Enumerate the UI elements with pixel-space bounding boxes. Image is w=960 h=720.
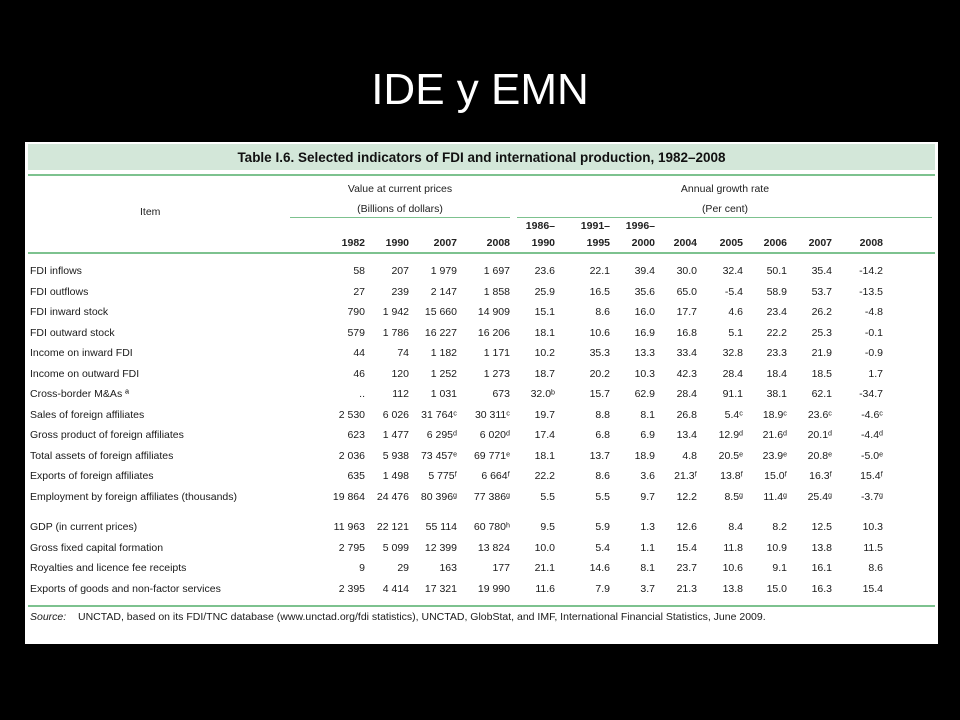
row-cell: 27: [353, 285, 365, 298]
row-cell: 5.5: [540, 490, 555, 503]
row-cell: -0.1: [864, 326, 883, 339]
column-header-year: 2008: [859, 237, 883, 249]
row-cell: 17 321: [424, 582, 457, 595]
column-header-period-start: 1991–: [580, 220, 610, 232]
row-cell: 5.4: [595, 541, 610, 554]
row-cell: 44: [353, 347, 365, 359]
row-cell: 1 498: [382, 470, 409, 482]
growth-group-unit: (Per cent): [701, 203, 749, 215]
column-header-year: 2005: [719, 237, 743, 249]
row-cell: 18.9ᶜ: [762, 408, 787, 421]
table-row: [25, 560, 938, 580]
row-cell: 20.5ᵉ: [718, 449, 743, 462]
row-cell: 9: [359, 562, 365, 574]
row-label: FDI outward stock: [30, 326, 115, 339]
row-cell: 15 660: [424, 306, 457, 318]
column-header-year: 1990: [385, 237, 409, 249]
row-label: Exports of foreign affiliates: [30, 470, 154, 482]
row-cell: 24 476: [376, 490, 409, 503]
row-cell: 22 121: [376, 521, 409, 533]
row-cell: -5.4: [724, 285, 743, 298]
row-cell: 16.5: [589, 285, 610, 298]
row-cell: 28.4: [722, 367, 743, 380]
row-cell: 6 026: [382, 408, 409, 421]
row-cell: 19 990: [477, 582, 510, 595]
row-cell: 33.4: [676, 347, 697, 359]
row-cell: 30 311ᶜ: [474, 408, 510, 421]
row-cell: 46: [353, 367, 365, 380]
row-cell: 12.2: [676, 490, 697, 503]
row-cell: 22.2: [534, 470, 555, 482]
row-cell: 14 909: [477, 306, 510, 318]
row-cell: 16 227: [424, 326, 457, 339]
column-header-period-start: 1986–: [525, 220, 555, 232]
header-rule-top: [28, 174, 935, 176]
row-cell: 35.4: [811, 265, 832, 277]
row-cell: 1 252: [430, 367, 457, 380]
row-cell: 15.7: [589, 388, 610, 400]
row-cell: -4.6ᶜ: [861, 408, 883, 421]
row-cell: 26.8: [676, 408, 697, 421]
row-cell: 12.9ᵈ: [718, 429, 743, 441]
row-cell: 673: [492, 388, 510, 400]
row-cell: 65.0: [676, 285, 697, 298]
row-cell: 18.9: [634, 449, 655, 462]
row-cell: 13.8ᶠ: [720, 470, 743, 482]
row-cell: 13.8: [811, 541, 832, 554]
column-header-year: 2004: [673, 237, 697, 249]
row-cell: 5 775ᶠ: [428, 470, 457, 482]
row-cell: -4.4ᵈ: [860, 429, 883, 441]
table-row: [25, 468, 938, 488]
row-label: Sales of foreign affiliates: [30, 408, 145, 421]
row-cell: -14.2: [859, 265, 883, 277]
row-cell: 21.3ᶠ: [674, 470, 697, 482]
column-header-period-end: 1995: [586, 237, 610, 249]
table-row: [25, 345, 938, 365]
row-cell: 13 824: [477, 541, 510, 554]
row-cell: 3.6: [640, 470, 655, 482]
row-cell: 9.5: [540, 521, 555, 533]
row-cell: 20.2: [589, 367, 610, 380]
column-header-period-start: 1996–: [625, 220, 655, 232]
row-cell: -4.8: [864, 306, 883, 318]
row-cell: 22.1: [589, 265, 610, 277]
row-cell: 1 858: [483, 285, 510, 298]
row-cell: 1 697: [483, 265, 510, 277]
table-row: [25, 519, 938, 539]
row-cell: 60 780ʰ: [473, 521, 510, 533]
row-label: Total assets of foreign affiliates: [30, 449, 174, 462]
row-cell: 15.1: [534, 306, 555, 318]
row-cell: 11.5: [863, 541, 883, 554]
row-cell: 14.6: [589, 562, 610, 574]
row-cell: 23.4: [766, 306, 787, 318]
row-cell: 8.1: [640, 408, 655, 421]
row-cell: 8.6: [595, 306, 610, 318]
row-cell: 58: [353, 265, 365, 277]
row-label: FDI outflows: [30, 285, 89, 298]
row-cell: 17.4: [534, 429, 555, 441]
row-label: GDP (in current prices): [30, 521, 138, 533]
row-cell: 2 147: [430, 285, 457, 298]
value-group-unit: (Billions of dollars): [357, 203, 443, 215]
row-cell: -0.9: [864, 347, 883, 359]
column-header-period-end: 1990: [531, 237, 555, 249]
row-cell: 6.9: [640, 429, 655, 441]
row-cell: 8.6: [595, 470, 610, 482]
row-cell: 9.1: [772, 562, 787, 574]
row-cell: 18.4: [766, 367, 787, 380]
table-row: [25, 427, 938, 447]
growth-group-rule: [517, 217, 932, 218]
row-cell: 9.7: [640, 490, 655, 503]
row-cell: 69 771ᵉ: [473, 449, 510, 462]
row-cell: 13.8: [722, 582, 743, 595]
row-cell: 13.4: [676, 429, 697, 441]
row-label: Gross fixed capital formation: [30, 541, 164, 554]
table-row: [25, 284, 938, 304]
row-cell: 2 795: [338, 541, 365, 554]
table-document: [25, 142, 938, 644]
row-cell: 623: [347, 429, 365, 441]
table-row: [25, 540, 938, 560]
column-header-year: 1982: [341, 237, 365, 249]
row-cell: -3.7ᵍ: [860, 490, 883, 503]
row-cell: 5.9: [595, 521, 610, 533]
row-cell: 53.7: [811, 285, 832, 298]
row-cell: 10.6: [722, 562, 743, 574]
growth-group-title: Annual growth rate: [680, 183, 770, 195]
row-cell: 21.1: [534, 562, 555, 574]
row-cell: 19 864: [332, 490, 365, 503]
row-cell: 16.9: [634, 326, 655, 339]
row-cell: 28.4: [676, 388, 697, 400]
row-cell: 4.6: [728, 306, 743, 318]
row-cell: 16.0: [634, 306, 655, 318]
source-label: Source:: [30, 611, 67, 623]
table-row: [25, 386, 938, 406]
row-cell: 50.1: [766, 265, 787, 277]
row-cell: 12 399: [424, 541, 457, 554]
row-cell: 39.4: [634, 265, 655, 277]
row-cell: 12.6: [676, 521, 697, 533]
row-cell: 20.8ᵉ: [807, 449, 832, 462]
row-label: Employment by foreign affiliates (thousands): [30, 490, 237, 503]
row-cell: 74: [397, 347, 409, 359]
row-label: Income on outward FDI: [30, 367, 140, 380]
row-cell: 1 942: [382, 306, 409, 318]
row-cell: ..: [359, 388, 365, 400]
row-cell: 16.3: [811, 582, 832, 595]
row-cell: 13.3: [634, 347, 655, 359]
row-cell: 25.3: [811, 326, 832, 339]
value-group-title: Value at current prices: [347, 183, 453, 195]
row-cell: 91.1: [722, 388, 743, 400]
column-header-year: 2007: [808, 237, 832, 249]
table-row: [25, 407, 938, 427]
row-cell: 2 530: [338, 408, 365, 421]
row-cell: 11.8: [723, 541, 743, 554]
row-cell: 8.6: [868, 562, 883, 574]
row-cell: 10.6: [589, 326, 610, 339]
row-cell: 19.7: [534, 408, 555, 421]
column-header-period-end: 2000: [631, 237, 655, 249]
row-label: Income on inward FDI: [30, 347, 133, 359]
column-header-year: 2007: [433, 237, 457, 249]
row-cell: 18.5: [811, 367, 832, 380]
row-cell: 1 477: [382, 429, 409, 441]
row-cell: 18.1: [534, 326, 555, 339]
row-cell: 77 386ᵍ: [473, 490, 510, 503]
row-cell: 579: [347, 326, 365, 339]
row-cell: 55 114: [425, 521, 457, 533]
row-cell: 10.2: [534, 347, 555, 359]
table-row: [25, 448, 938, 468]
row-cell: 15.0: [766, 582, 787, 595]
row-cell: 12.5: [811, 521, 832, 533]
row-cell: 6.8: [595, 429, 610, 441]
row-cell: 16 206: [477, 326, 510, 339]
row-label: Exports of goods and non-factor services: [30, 582, 221, 595]
row-cell: 73 457ᵉ: [420, 449, 457, 462]
row-cell: 1 979: [430, 265, 457, 277]
row-cell: 1 182: [430, 347, 457, 359]
row-cell: 3.7: [640, 582, 655, 595]
row-cell: 23.6ᶜ: [807, 408, 832, 421]
table-row: [25, 366, 938, 386]
row-cell: 5 099: [382, 541, 409, 554]
row-cell: 31 764ᶜ: [421, 408, 457, 421]
row-cell: 2 395: [338, 582, 365, 595]
row-cell: 58.9: [766, 285, 787, 298]
row-cell: 16.1: [811, 562, 832, 574]
table-title: Table I.6. Selected indicators of FDI and international production, 1982–2008: [28, 144, 935, 170]
row-cell: 35.3: [589, 347, 610, 359]
row-cell: 8.4: [728, 521, 743, 533]
row-cell: 18.7: [534, 367, 555, 380]
row-label: FDI inward stock: [30, 306, 109, 318]
row-cell: 4.8: [682, 449, 697, 462]
table-row: [25, 263, 938, 283]
row-cell: 18.1: [534, 449, 555, 462]
column-header-year: 2008: [486, 237, 510, 249]
row-cell: 16.8: [676, 326, 697, 339]
row-cell: 38.1: [766, 388, 787, 400]
row-cell: 32.0ᵇ: [530, 388, 555, 400]
row-cell: 21.6ᵈ: [762, 429, 787, 441]
row-cell: 207: [391, 265, 409, 277]
row-cell: 239: [391, 285, 409, 298]
row-cell: 20.1ᵈ: [807, 429, 832, 441]
row-cell: 25.9: [534, 285, 555, 298]
row-cell: 8.2: [772, 521, 787, 533]
row-cell: 15.4: [862, 582, 883, 595]
table-bottom-rule: [28, 605, 935, 607]
row-cell: 4 414: [382, 582, 409, 595]
row-cell: 2 036: [338, 449, 365, 462]
row-cell: 32.4: [722, 265, 743, 277]
row-cell: 17.7: [676, 306, 697, 318]
row-cell: 8.1: [640, 562, 655, 574]
row-cell: 8.5ᵍ: [724, 490, 743, 503]
row-cell: 8.8: [595, 408, 610, 421]
row-cell: 5.5: [595, 490, 610, 503]
row-cell: 1.7: [868, 367, 883, 380]
row-cell: 15.0ᶠ: [764, 470, 787, 482]
row-cell: 23.7: [676, 562, 697, 574]
row-cell: 1.1: [640, 541, 655, 554]
row-cell: 1 171: [483, 347, 510, 359]
table-row: [25, 325, 938, 345]
row-cell: 635: [347, 470, 365, 482]
row-cell: 1 273: [483, 367, 510, 380]
row-cell: 10.3: [862, 521, 883, 533]
row-cell: 11.6: [535, 582, 555, 595]
row-cell: 5.4ᶜ: [724, 408, 743, 421]
row-cell: 62.1: [811, 388, 832, 400]
row-cell: 80 396ᵍ: [420, 490, 457, 503]
header-rule-bottom: [28, 252, 935, 254]
row-cell: 15.4ᶠ: [860, 470, 883, 482]
row-cell: 120: [391, 367, 409, 380]
row-cell: 11.4ᵍ: [763, 490, 787, 503]
slide-title: IDE y EMN: [371, 65, 589, 114]
row-label: Royalties and licence fee receipts: [30, 562, 187, 574]
row-cell: 23.9ᵉ: [762, 449, 787, 462]
row-label: Cross-border M&As ª: [30, 388, 129, 400]
row-cell: 23.3: [766, 347, 787, 359]
row-cell: 7.9: [595, 582, 610, 595]
row-cell: 16.3ᶠ: [809, 470, 832, 482]
row-cell: -34.7: [859, 388, 883, 400]
row-cell: 112: [392, 388, 409, 400]
row-cell: 29: [397, 562, 409, 574]
row-cell: 42.3: [676, 367, 697, 380]
row-cell: 11 963: [333, 521, 365, 533]
row-cell: 6 295ᵈ: [426, 429, 457, 441]
row-cell: 22.2: [766, 326, 787, 339]
row-label: FDI inflows: [30, 265, 82, 277]
row-cell: 1.3: [640, 521, 655, 533]
row-cell: 35.6: [634, 285, 655, 298]
row-cell: 10.0: [534, 541, 555, 554]
row-cell: 25.4ᵍ: [807, 490, 832, 503]
row-cell: 21.9: [811, 347, 832, 359]
row-cell: 5.1: [728, 326, 743, 339]
value-group-rule: [290, 217, 510, 218]
row-cell: 5 938: [382, 449, 409, 462]
column-header-year: 2006: [763, 237, 787, 249]
item-header: Item: [140, 206, 161, 218]
row-cell: 1 786: [382, 326, 409, 339]
table-row: [25, 581, 938, 601]
row-cell: 790: [347, 306, 365, 318]
row-cell: 163: [439, 562, 457, 574]
row-cell: 177: [492, 562, 510, 574]
row-cell: 10.3: [634, 367, 655, 380]
row-cell: 62.9: [634, 388, 655, 400]
row-cell: 26.2: [811, 306, 832, 318]
source-text: UNCTAD, based on its FDI/TNC database (www.unctad.org/fdi statistics), UNCTAD, GlobStat, and IMF, International Financial Statistics, June 2009.: [78, 611, 766, 623]
row-cell: 32.8: [722, 347, 743, 359]
row-cell: 13.7: [589, 449, 610, 462]
row-cell: -5.0ᵉ: [861, 449, 883, 462]
row-label: Gross product of foreign affiliates: [30, 429, 184, 441]
row-cell: 1 031: [430, 388, 457, 400]
table-row: [25, 304, 938, 324]
row-cell: 6 020ᵈ: [479, 429, 510, 441]
row-cell: 15.4: [676, 541, 697, 554]
row-cell: 10.9: [766, 541, 787, 554]
row-cell: 6 664ᶠ: [481, 470, 510, 482]
row-cell: -13.5: [859, 285, 883, 298]
row-cell: 21.3: [676, 582, 697, 595]
row-cell: 30.0: [676, 265, 697, 277]
table-row: [25, 489, 938, 509]
row-cell: 23.6: [534, 265, 555, 277]
